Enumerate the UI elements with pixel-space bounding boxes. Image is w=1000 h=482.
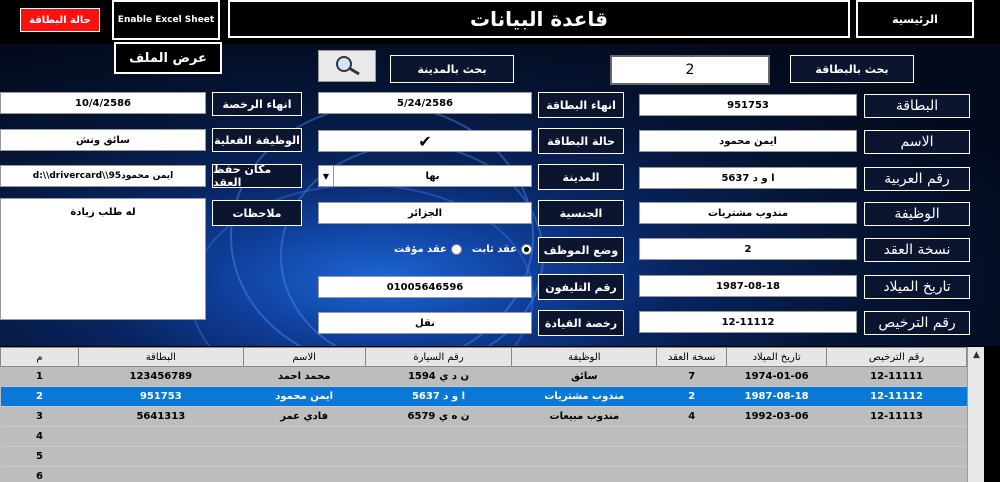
- contract-place-field[interactable]: d:\\drivercard\\95ايمن محمود: [0, 165, 206, 187]
- search-button[interactable]: [318, 50, 376, 82]
- table-row[interactable]: [1, 467, 967, 482]
- nationality-label: الجنسية: [538, 200, 624, 226]
- contract-place-label: مكان حفظ العقد: [212, 164, 302, 188]
- table-cell: مندوب مبيعات: [512, 407, 657, 427]
- table-cell: [657, 427, 727, 447]
- radio-temporary-contract[interactable]: [394, 244, 462, 255]
- records-grid: [0, 347, 967, 482]
- table-cell: 12-11111: [827, 367, 967, 387]
- table-row[interactable]: [1, 427, 967, 447]
- search-card-input[interactable]: 2: [610, 55, 770, 85]
- table-cell: [512, 467, 657, 482]
- column-header[interactable]: الوظيفة: [512, 348, 657, 367]
- contract-copy-field[interactable]: 2: [639, 238, 857, 260]
- enable-excel-button[interactable]: Enable Excel Sheet: [112, 0, 220, 40]
- table-cell: ايمن محمود: [243, 387, 365, 407]
- phone-label: رقم التليفون: [538, 274, 624, 300]
- magnifier-icon: [329, 55, 365, 77]
- employee-status-radios: [318, 238, 532, 260]
- table-cell: 12-11112: [827, 387, 967, 407]
- name-label: الاسم: [864, 130, 970, 154]
- radio-fixed-contract[interactable]: [472, 244, 532, 255]
- table-cell: [827, 447, 967, 467]
- table-cell: 2: [657, 387, 727, 407]
- table-cell: [827, 467, 967, 482]
- table-row[interactable]: [1, 367, 967, 387]
- card-state-label: حالة البطاقة: [538, 128, 624, 154]
- license-number-label: رقم الترخيص: [864, 311, 970, 335]
- table-cell: 4: [657, 407, 727, 427]
- nationality-field[interactable]: الجزائر: [318, 202, 532, 224]
- search-by-city-button[interactable]: بحث بالمدينة: [390, 55, 514, 83]
- radio-temp-label: عقد مؤقت: [393, 243, 447, 255]
- job-field[interactable]: مندوب مشتريات: [639, 202, 857, 224]
- notes-field[interactable]: له طلب زيادة: [0, 198, 206, 320]
- table-cell: 12-11113: [827, 407, 967, 427]
- radio-empty-icon: [451, 244, 462, 255]
- birth-date-field[interactable]: 1987-08-18: [639, 275, 857, 297]
- column-header[interactable]: تاريخ الميلاد: [727, 348, 827, 367]
- view-file-button[interactable]: عرض الملف: [114, 42, 222, 74]
- plate-label: رقم العربية: [864, 167, 970, 191]
- page-title: قاعدة البيانات: [228, 0, 850, 38]
- chevron-down-icon: ▼: [322, 171, 330, 181]
- table-cell: ن ه ي 6579: [365, 407, 512, 427]
- table-cell: سائق: [512, 367, 657, 387]
- table-cell: [512, 427, 657, 447]
- actual-job-field[interactable]: سائق ونش: [0, 129, 206, 151]
- card-state-field[interactable]: [318, 130, 532, 152]
- table-row[interactable]: [1, 407, 967, 427]
- city-label: المدينة: [538, 164, 624, 190]
- table-cell: 2: [1, 387, 79, 407]
- table-cell: فادي عمر: [243, 407, 365, 427]
- table-cell: 4: [1, 427, 79, 447]
- table-cell: [243, 467, 365, 482]
- card-end-label: انهاء البطاقة: [538, 92, 624, 118]
- check-icon: ✔: [418, 131, 432, 151]
- column-header[interactable]: رقم الترخيص: [827, 348, 967, 367]
- table-cell: مندوب مشتريات: [512, 387, 657, 407]
- table-cell: 1: [1, 367, 79, 387]
- search-by-card-button[interactable]: بحث بالبطاقة: [790, 55, 914, 83]
- dropdown-arrow-button[interactable]: [319, 166, 334, 186]
- table-header-row: [1, 348, 967, 367]
- table-cell: [243, 427, 365, 447]
- table-cell: [827, 427, 967, 447]
- table-cell: 7: [657, 367, 727, 387]
- table-cell: 951753: [78, 387, 243, 407]
- table-cell: 5641313: [78, 407, 243, 427]
- table-cell: [657, 467, 727, 482]
- birth-date-label: تاريخ الميلاد: [864, 275, 970, 299]
- table-cell: [78, 447, 243, 467]
- plate-field[interactable]: ا و د 5637: [639, 167, 857, 189]
- table-cell: [727, 447, 827, 467]
- employee-status-label: وضع الموظف: [538, 237, 624, 263]
- table-cell: [78, 427, 243, 447]
- actual-job-label: الوظيفة الفعلية: [212, 128, 302, 152]
- table-row[interactable]: [1, 447, 967, 467]
- radio-selected-icon: [521, 244, 532, 255]
- table-cell: [365, 467, 512, 482]
- column-header[interactable]: م: [1, 348, 79, 367]
- home-button[interactable]: الرئيسية: [856, 0, 974, 38]
- table-cell: 1992-03-06: [727, 407, 827, 427]
- card-label: البطاقة: [864, 94, 970, 118]
- city-value: بها: [425, 170, 440, 182]
- table-cell: [243, 447, 365, 467]
- table-cell: محمد احمد: [243, 367, 365, 387]
- table-cell: 3: [1, 407, 79, 427]
- table-cell: [727, 427, 827, 447]
- license-end-label: انهاء الرخصة: [212, 92, 302, 116]
- scroll-up-arrow-icon[interactable]: ▲: [973, 350, 980, 360]
- card-end-field[interactable]: 5/24/2586: [318, 92, 532, 114]
- table-cell: [727, 467, 827, 482]
- table-cell: 123456789: [78, 367, 243, 387]
- table-cell: [365, 447, 512, 467]
- driving-license-label: رخصة القيادة: [538, 310, 624, 336]
- table-scrollbar[interactable]: [967, 347, 985, 482]
- driving-license-field[interactable]: نقل: [318, 312, 532, 334]
- contract-copy-label: نسخة العقد: [864, 238, 970, 262]
- job-label: الوظيفة: [864, 202, 970, 226]
- card-field[interactable]: 951753: [639, 94, 857, 116]
- column-header[interactable]: نسخة العقد: [657, 348, 727, 367]
- table-row[interactable]: [1, 387, 967, 407]
- table-cell: 1987-08-18: [727, 387, 827, 407]
- table-cell: ن د ي 1594: [365, 367, 512, 387]
- table-cell: ا و د 5637: [365, 387, 512, 407]
- notes-label: ملاحظات: [212, 200, 302, 226]
- table-cell: 1974-01-06: [727, 367, 827, 387]
- table-cell: 5: [1, 447, 79, 467]
- table-cell: [78, 467, 243, 482]
- city-dropdown[interactable]: [318, 165, 532, 187]
- right-edge: [984, 347, 1000, 482]
- table-cell: [657, 447, 727, 467]
- phone-field[interactable]: 01005646596: [318, 276, 532, 298]
- name-field[interactable]: ايمن محمود: [639, 130, 857, 152]
- column-header[interactable]: الاسم: [243, 348, 365, 367]
- records-table[interactable]: [0, 347, 967, 482]
- column-header[interactable]: رقم السيارة: [365, 348, 512, 367]
- card-status-button[interactable]: حالة البطاقة: [20, 8, 100, 32]
- column-header[interactable]: البطاقة: [78, 348, 243, 367]
- table-cell: 6: [1, 467, 79, 482]
- license-end-field[interactable]: 10/4/2586: [0, 92, 206, 114]
- table-cell: [365, 427, 512, 447]
- radio-fixed-label: عقد ثابت: [471, 243, 517, 255]
- license-number-field[interactable]: 12-11112: [639, 311, 857, 333]
- table-cell: [512, 447, 657, 467]
